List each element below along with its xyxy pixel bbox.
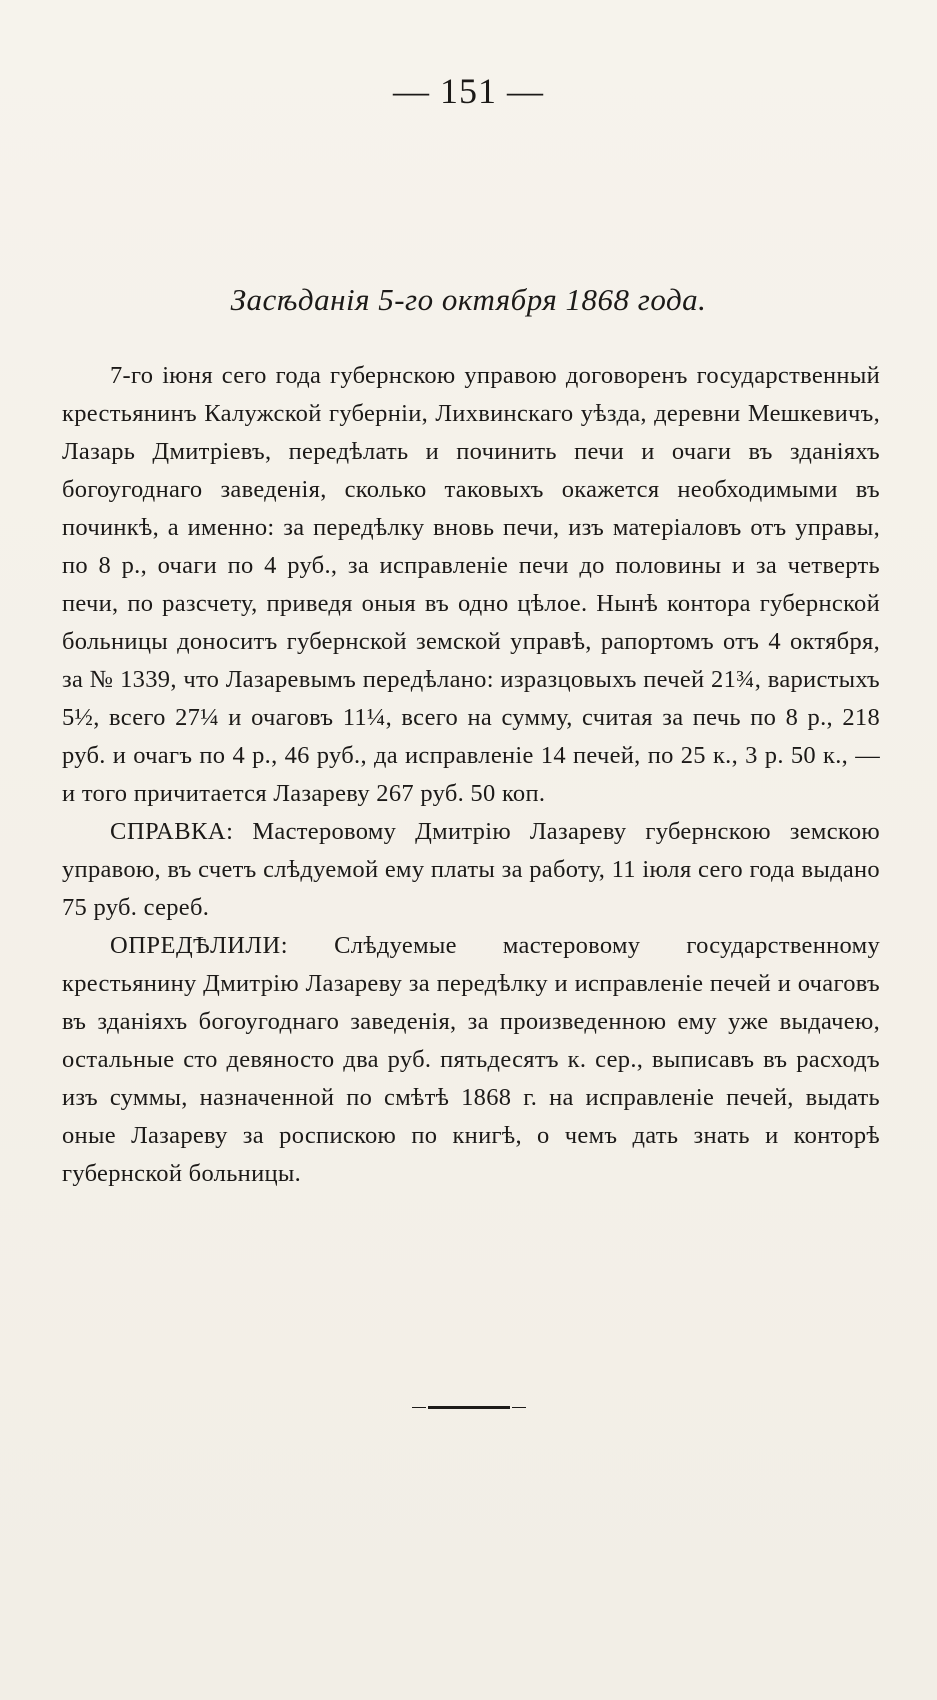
paragraph-contract: 7-го іюня сего года губернскою управою договоренъ государственный крестьянинъ Калужской губерніи, Лихвинскаго уѣзда, деревни Мешкевичъ, Лазарь Дмитріевъ, передѣлать и починить печи и очаги въ зданіяхъ богоугоднаго заведенія, сколько таковыхъ окажется необходимыми въ починкѣ, а именно: за передѣлку вновь печи, изъ матеріаловъ отъ управы, по 8 р., очаги по 4 руб., за исправленіе печи до половины и за четверть печи, по разсчету, приведя оныя въ одно цѣлое. Нынѣ контора губернской больницы доноситъ губернской земской управѣ, рапортомъ отъ 4 октября, за № 1339, что Лазаревымъ передѣлано: изразцовыхъ печей 21¾, варистыхъ 5½, всего 27¼ и очаговъ 11¼, всего на сумму, считая за печь по 8 р., 218 руб. и очагъ по 4 р., 46 руб., да исправленіе 14 печей, по 25 к., 3 р. 50 к., — и того причитается Лазареву 267 руб. 50 коп. xyxy=(62,362,880,807)
closing-rule-left-end xyxy=(412,1407,426,1408)
spravka-text: Мастеровому Дмитрію Лазареву губернскою земскою управою, въ счетъ слѣдуемой ему платы за работу, 11 іюля сего года выдано 75 руб. сереб. xyxy=(62,818,880,921)
spravka-label: СПРАВКА: xyxy=(110,818,234,845)
closing-rule xyxy=(428,1406,510,1409)
closing-rule-right-end xyxy=(512,1407,526,1408)
body-text xyxy=(62,357,880,1193)
paragraph-resolution xyxy=(62,927,880,1193)
paragraph-spravka xyxy=(62,813,880,927)
page-number: — 151 — xyxy=(393,71,544,111)
section-heading: Засѣданія 5-го октября 1868 года. xyxy=(230,282,707,317)
resolution-text: Слѣдуемые мастеровому государственному крестьянину Дмитрію Лазареву за передѣлку и исправленіе печей и очаговъ въ зданіяхъ богоугоднаго заведенія, за произведенною ему уже выдачею, остальные сто девяносто два руб. пятьдесятъ к. сер., выписавъ въ расходъ изъ суммы, назначенной по смѣтѣ 1868 г. на исправленіе печей, выдать оные Лазареву за роспискою по книгѣ, о чемъ дать знать и конторѣ губернской больницы. xyxy=(62,932,880,1187)
resolution-label: ОПРЕДѢЛИЛИ: xyxy=(110,932,289,959)
